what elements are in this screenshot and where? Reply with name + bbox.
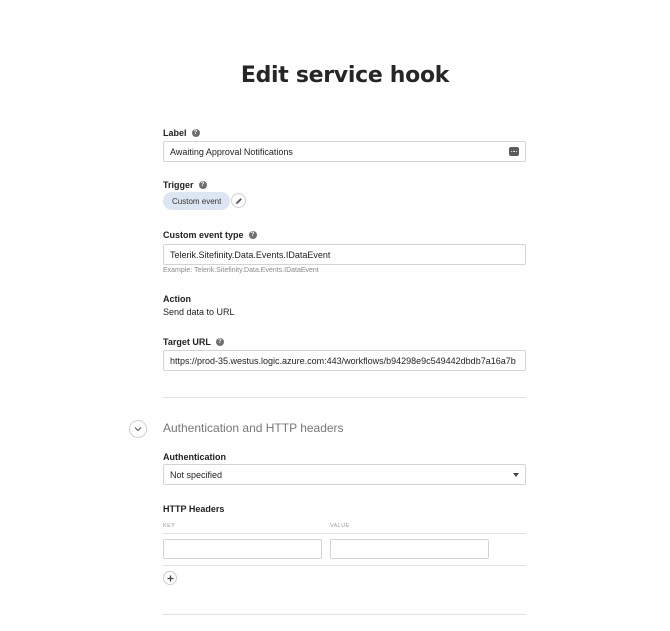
add-header-button[interactable] xyxy=(163,571,177,585)
http-headers-label-text: HTTP Headers xyxy=(163,504,225,514)
label-input-value: Awaiting Approval Notifications xyxy=(170,146,293,157)
caret-down-icon xyxy=(513,473,519,477)
pencil-icon xyxy=(235,197,243,205)
target-url-label xyxy=(163,337,224,347)
collapse-section-button[interactable] xyxy=(129,420,147,438)
authentication-selected: Not specified xyxy=(170,469,223,480)
section-divider xyxy=(163,397,526,398)
custom-event-type-label xyxy=(163,230,257,240)
header-value-input[interactable] xyxy=(330,539,489,559)
target-url-input[interactable] xyxy=(163,350,526,371)
action-value: Send data to URL xyxy=(163,307,235,317)
label-input[interactable] xyxy=(163,141,526,162)
bottom-divider xyxy=(163,614,526,615)
custom-event-type-label-text: Custom event type xyxy=(163,230,244,240)
chevron-down-icon xyxy=(134,426,142,432)
target-url-value: https://prod-35.westus.logic.azure.com:443/workflows/b94298e9c549442dbdb7a16a7b xyxy=(170,355,516,366)
authentication-label xyxy=(163,452,226,462)
label-field-label-text: Label xyxy=(163,128,187,138)
help-icon[interactable]: ? xyxy=(192,129,200,137)
help-icon[interactable]: ? xyxy=(216,338,224,346)
page-title: Edit service hook xyxy=(240,63,450,88)
help-icon[interactable]: ? xyxy=(249,231,257,239)
header-key-input[interactable] xyxy=(163,539,322,559)
authentication-label-text: Authentication xyxy=(163,452,226,462)
key-column-header: KEY xyxy=(163,523,176,529)
headers-divider xyxy=(163,565,526,566)
trigger-label-text: Trigger xyxy=(163,180,194,190)
custom-event-type-value: Telerik.Sitefinity.Data.Events.IDataEvent xyxy=(170,249,331,260)
custom-event-type-hint: Example: Telerik.Sitefinity.Data.Events.IDataEvent xyxy=(163,267,319,274)
trigger-chip[interactable]: Custom event xyxy=(163,192,230,210)
custom-event-type-input[interactable] xyxy=(163,244,526,265)
edit-trigger-button[interactable] xyxy=(231,193,246,208)
action-label-text: Action xyxy=(163,294,191,304)
http-headers-label xyxy=(163,504,224,514)
label-field-label xyxy=(163,128,200,138)
headers-divider xyxy=(163,533,526,534)
authentication-select[interactable] xyxy=(163,464,526,485)
target-url-label-text: Target URL xyxy=(163,337,211,347)
trigger-label xyxy=(163,180,207,190)
section-title: Authentication and HTTP headers xyxy=(163,421,344,435)
value-column-header: VALUE xyxy=(330,523,350,529)
help-icon[interactable]: ? xyxy=(199,181,207,189)
more-dots-icon[interactable] xyxy=(509,147,519,156)
plus-icon xyxy=(167,575,174,582)
action-label xyxy=(163,294,191,304)
